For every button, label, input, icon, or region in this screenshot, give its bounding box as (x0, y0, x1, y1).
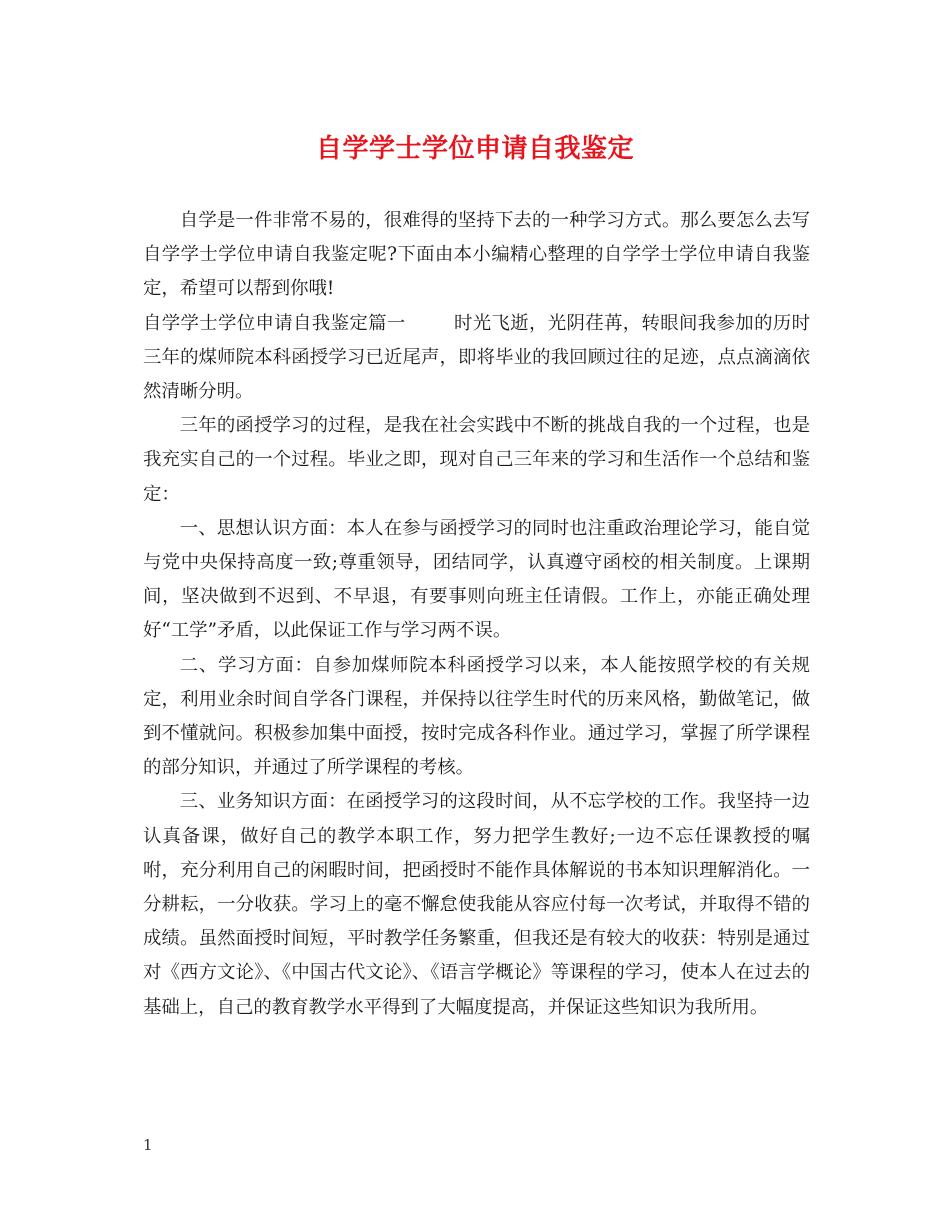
document-body (143, 204, 810, 1025)
page-number: 1 (143, 1136, 153, 1154)
body-paragraph: 三年的函授学习的过程，是我在社会实践中不断的挑战自我的一个过程，也是我充实自己的一个过程。毕业之即，现对自己三年来的学习和生活作一个总结和鉴定： (143, 415, 810, 505)
intro-paragraph: 自学是一件非常不易的，很难得的坚持下去的一种学习方式。那么要怎么去写自学学士学位申请自我鉴定呢?下面由本小编精心整理的自学学士学位申请自我鉴定，希望可以帮到你哦! (143, 210, 810, 300)
section-first-text: 时光飞逝，光阴荏苒，转眼间我参加的历时三年的煤师院本科函授学习已近尾声，即将毕业的我回顾过往的足迹，点点滴滴依然清晰分明。 (143, 312, 810, 403)
body-paragraph: 二、学习方面：自参加煤师院本科函授学习以来，本人能按照学校的有关规定，利用业余时间自学各门课程，并保持以往学生时代的历来风格，勤做笔记，做到不懂就问。积极参加集中面授，按时完成各科作业。通过学习，掌握了所学课程的部分知识，并通过了所学课程的考核。 (143, 654, 810, 779)
body-paragraph: 一、思想认识方面：本人在参与函授学习的同时也注重政治理论学习，能自觉与党中央保持高度一致;尊重领导，团结同学，认真遵守函校的相关制度。上课期间，坚决做到不迟到、不早退，有要事则向班主任请假。工作上，亦能正确处理好“工学”矛盾，以此保证工作与学习两不误。 (143, 517, 810, 642)
section-heading: 自学学士学位申请自我鉴定篇一 (143, 312, 406, 334)
section-paragraph (143, 307, 810, 410)
document-title: 自学学士学位申请自我鉴定 (315, 134, 634, 164)
body-paragraph: 三、业务知识方面：在函授学习的这段时间，从不忘学校的工作。我坚持一边认真备课，做好自己的教学本职工作，努力把学生教好;一边不忘任课教授的嘱咐，充分利用自己的闲暇时间，把函授时不能作具体解说的书本知识理解消化。一分耕耘，一分收获。学习上的毫不懈怠使我能从容应付每一次考试，并取得不错的成绩。虽然面授时间短，平时教学任务繁重，但我还是有较大的收获：特别是通过对《西方文论》、《中国古代文论》、《语言学概论》等课程的学习，使本人在过去的基础上，自己的教育教学水平得到了大幅度提高，并保证这些知识为我所用。 (143, 791, 810, 1018)
